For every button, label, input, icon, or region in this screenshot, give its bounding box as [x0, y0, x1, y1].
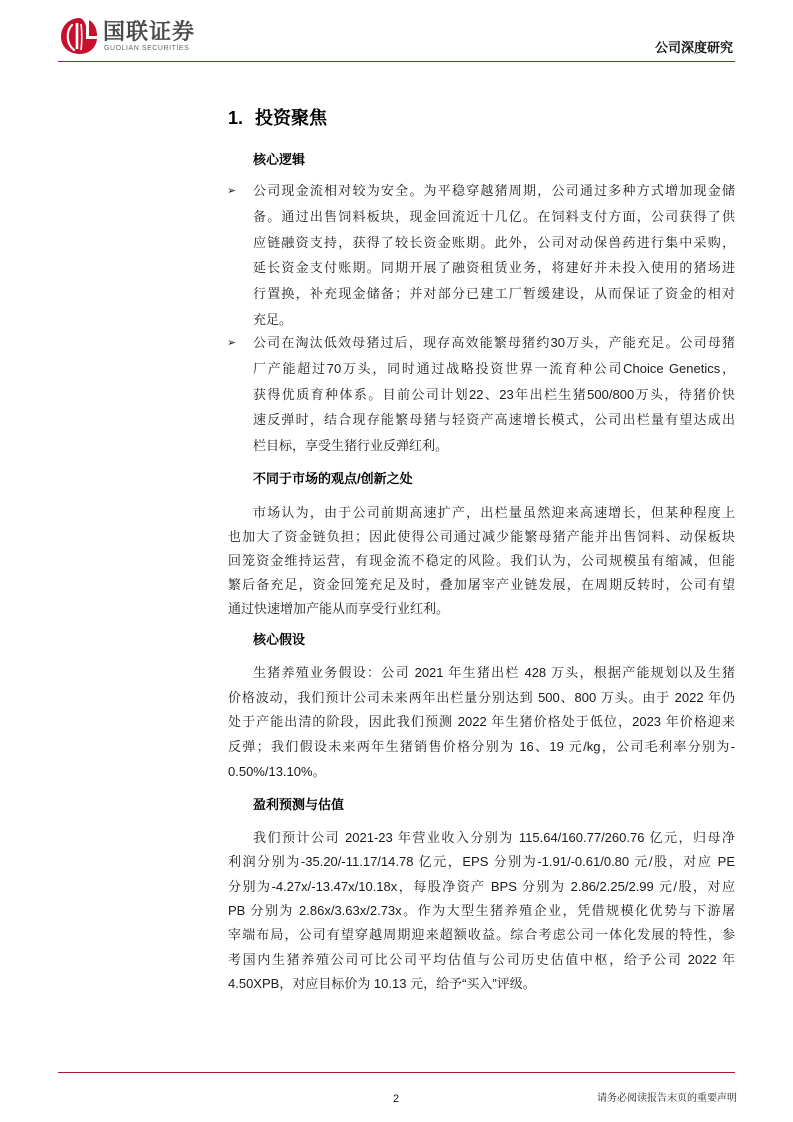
differentiation-heading: 不同于市场的观点/创新之处 [253, 471, 413, 486]
text-line: 繁后备充足，资金回笼充足及时，叠加屠宰产业链发展，在周期反转时，公司有望 [228, 577, 735, 592]
text-line: 公司现金流相对较为安全。为平稳穿越猪周期，公司通过多种方式增加现金储 [253, 183, 735, 198]
text-line: 应链融资支持，获得了较长资金账期。此外，公司对动保兽药进行集中采购， [253, 234, 735, 250]
differentiation-paragraph [228, 501, 735, 621]
text-line: 厂产能超过70万头，同时通过战略投资世界一流育种公司Choice Genetics， [253, 360, 735, 376]
logo-wordmark: 国联证券 [103, 19, 196, 44]
core-logic-bullet-1 [227, 178, 735, 333]
core-assumptions-paragraph [228, 661, 735, 784]
forecast-paragraph [228, 826, 735, 996]
footer-divider [58, 1072, 735, 1073]
text-line: 速反弹时，结合现存能繁母猪与轻资产高速增长模式，公司出栏量有望达成出 [253, 412, 735, 428]
text-line: 分别为-4.27x/-13.47x/10.18x，每股净资产 BPS 分别为 2.86/2.25/2.99 元/股，对应 [228, 878, 735, 894]
section-title: 投资聚焦 [255, 108, 328, 128]
text-line: 市场认为，由于公司前期高速扩产，出栏量虽然迎来高速增长，但某种程度上 [253, 505, 735, 520]
text-line: 也加大了资金链负担；因此使得公司通过减少能繁母猪产能并出售饲料、动保板块 [228, 529, 735, 544]
text-line: 公司在淘汰低效母猪过后，现存高效能繁母猪约30万头，产能充足。公司母猪 [253, 335, 735, 350]
core-assumptions-heading: 核心假设 [253, 632, 306, 647]
text-line: 处于产能出清的阶段，因此我们预测 2022 年生猪价格处于低位，2023 年价格迎来 [228, 714, 735, 730]
text-line: 宰端布局，公司有望穿越周期迎来超额收益。综合考虑公司一体化发展的特性，参 [228, 927, 735, 943]
text-line: 行置换，补充现金储备；并对部分已建工厂暂缓建设，从而保证了资金的相对 [253, 286, 735, 302]
text-line: 充足。 [253, 311, 293, 327]
header-divider [58, 61, 735, 62]
text-line: 考国内生猪养殖公司可比公司平均估值与公司历史估值中枢，给予公司 2022 年 [228, 951, 735, 967]
text-line: PB 分别为 2.86x/3.63x/2.73x。作为大型生猪养殖企业，凭借规模化优势与下游屠 [228, 903, 735, 919]
text-line: 通过快速增加产能从而享受行业红利。 [228, 601, 450, 616]
footer-disclaimer: 请务必阅读报告末页的重要声明 [597, 1093, 737, 1104]
text-line: 反弹；我们假设未来两年生猪销售价格分别为 16、19 元/kg，公司毛利率分别为- [228, 739, 735, 755]
text-line: 我们预计公司 2021-23 年营业收入分别为 115.64/160.77/260.76 亿元，归母净 [253, 830, 735, 845]
report-type-label: 公司深度研究 [654, 40, 733, 55]
text-line: 延长资金支付账期。同期开展了融资租赁业务，将建好并未投入使用的猪场进 [253, 260, 735, 276]
forecast-heading: 盈利预测与估值 [253, 797, 345, 812]
text-line: 备。通过出售饲料板块，现金回流近十几亿。在饲料支付方面，公司获得了供 [253, 208, 735, 224]
logo-subtitle: GUOLIAN SECURITIES [104, 45, 190, 52]
text-line: 0.50%/13.10%。 [228, 763, 326, 779]
core-logic-bullet-2 [227, 330, 735, 459]
bullet-arrow-icon: ➢ [227, 336, 237, 349]
core-logic-heading: 核心逻辑 [253, 152, 306, 167]
text-line: 获得优质育种体系。目前公司计划22、23年出栏生猪500/800万头，待猪价快 [253, 386, 735, 402]
text-line: 利润分别为-35.20/-11.17/14.78 亿元，EPS 分别为-1.91/-0.61/0.80 元/股，对应 PE [228, 854, 735, 870]
text-line: 价格波动，我们预计公司未来两年出栏量分别达到 500、800 万头。由于 2022 年仍 [228, 689, 735, 705]
page-number: 2 [392, 1093, 400, 1105]
section-heading [228, 105, 327, 131]
section-number: 1. [228, 108, 244, 128]
text-line: 生猪养殖业务假设：公司 2021 年生猪出栏 428 万头，根据产能规划以及生猪 [253, 665, 735, 680]
bullet-arrow-icon: ➢ [227, 184, 237, 197]
text-line: 回笼资金维持运营，有现金流不稳定的风险。我们认为，公司规模虽有缩减，但能 [228, 553, 735, 568]
text-line: 4.50XPB，对应目标价为 10.13 元，给予“买入”评级。 [228, 976, 536, 992]
guolian-logo-icon [59, 16, 99, 56]
text-line: 栏目标，享受生猪行业反弹红利。 [253, 438, 449, 454]
